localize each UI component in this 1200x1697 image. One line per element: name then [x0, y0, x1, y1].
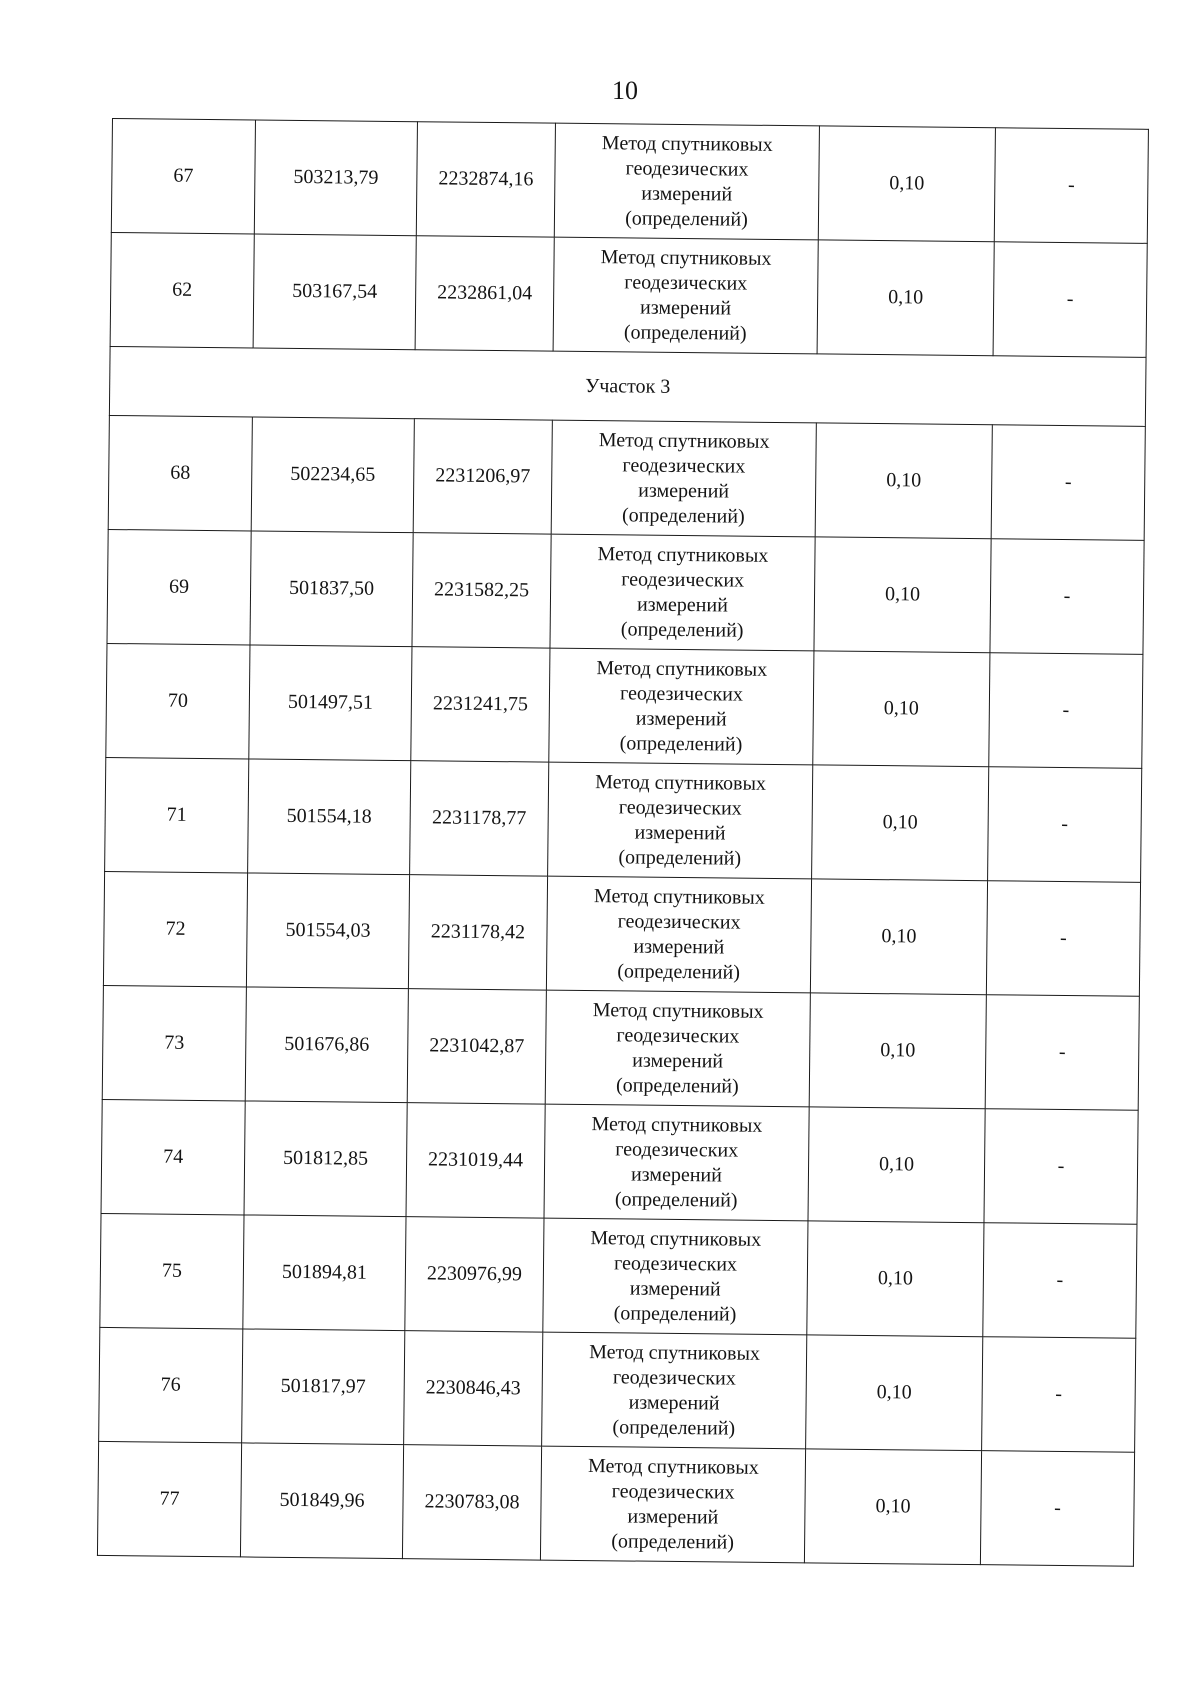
- description-cell: -: [983, 1223, 1137, 1339]
- method-text-line: геодезических: [613, 1251, 738, 1276]
- accuracy-cell: 0,10: [817, 240, 994, 356]
- method-text-line: геодезических: [624, 270, 748, 295]
- point-number-cell: 74: [101, 1099, 245, 1214]
- coordinate-y-cell: 2232861,04: [415, 236, 554, 351]
- coordinate-x-cell: 503213,79: [254, 120, 417, 236]
- coordinates-table-container: [97, 118, 1148, 1567]
- method-cell: [544, 1104, 809, 1221]
- point-number-cell: 69: [107, 529, 251, 644]
- method-cell: [546, 876, 811, 993]
- table-row: [102, 985, 1139, 1110]
- point-number-cell: 68: [108, 415, 252, 530]
- method-text-line: измерений: [627, 1504, 719, 1528]
- coordinate-x-cell: 501554,03: [246, 873, 409, 989]
- description-cell: -: [985, 995, 1139, 1111]
- coordinate-y-cell: 2231206,97: [413, 419, 552, 534]
- method-cell: [550, 534, 815, 651]
- coordinate-x-cell: 501894,81: [243, 1215, 406, 1331]
- method-cell: [553, 237, 818, 354]
- method-cell: [554, 123, 819, 240]
- coordinate-x-cell: 501849,96: [240, 1443, 403, 1559]
- method-cell: [543, 1218, 808, 1335]
- accuracy-cell: 0,10: [809, 993, 986, 1109]
- method-text-line: геодезических: [619, 681, 744, 706]
- table-row: [111, 119, 1148, 244]
- table-row: [110, 232, 1147, 357]
- method-text-line: (определений): [620, 617, 744, 642]
- point-number-cell: 75: [100, 1213, 244, 1328]
- method-text-line: измерений: [634, 821, 726, 844]
- accuracy-cell: 0,10: [818, 126, 995, 242]
- accuracy-cell: 0,10: [813, 651, 990, 767]
- method-text-line: измерений: [640, 296, 732, 319]
- method-text-line: геодезических: [617, 909, 741, 934]
- method-text-line: (определений): [611, 1529, 735, 1554]
- table-row: [107, 529, 1144, 654]
- table-row: [106, 643, 1143, 768]
- table-row: [97, 1441, 1134, 1566]
- coordinate-y-cell: 2230783,08: [402, 1445, 541, 1560]
- method-cell: [548, 762, 813, 879]
- method-text-line: измерений: [630, 1162, 723, 1186]
- method-text-line: Метод спутниковых: [598, 428, 770, 453]
- description-cell: -: [980, 1451, 1134, 1567]
- method-text-line: Метод спутниковых: [596, 656, 768, 681]
- method-text-line: (определений): [613, 1301, 737, 1326]
- table-row: [108, 415, 1145, 540]
- table-row: [99, 1327, 1136, 1452]
- coordinate-y-cell: 2231178,77: [410, 761, 549, 876]
- method-cell: [551, 420, 816, 537]
- table-row: [101, 1099, 1138, 1224]
- method-cell: [540, 1446, 805, 1563]
- method-text-line: геодезических: [618, 795, 742, 820]
- point-number-cell: 72: [103, 871, 247, 986]
- method-text-line: (определений): [619, 731, 743, 756]
- point-number-cell: 62: [110, 232, 254, 347]
- method-text-line: измерений: [628, 1390, 720, 1414]
- point-number-cell: 77: [97, 1441, 241, 1556]
- method-text-line: Метод спутниковых: [589, 1340, 761, 1365]
- method-cell: [545, 990, 810, 1107]
- table-row: [100, 1213, 1137, 1338]
- coordinate-x-cell: 501812,85: [244, 1101, 407, 1217]
- coordinate-x-cell: 501676,86: [245, 987, 408, 1103]
- method-text-line: геодезических: [611, 1479, 735, 1504]
- method-text-line: Метод спутниковых: [593, 884, 765, 909]
- method-cell: [542, 1332, 807, 1449]
- method-text-line: Метод спутниковых: [587, 1454, 759, 1479]
- method-text-line: геодезических: [612, 1365, 736, 1390]
- accuracy-cell: 0,10: [806, 1335, 983, 1451]
- accuracy-cell: 0,10: [815, 423, 992, 539]
- method-text-line: геодезических: [615, 1137, 739, 1162]
- method-text-line: измерений: [633, 935, 725, 958]
- method-text-line: измерений: [641, 182, 733, 205]
- method-text-line: измерений: [636, 593, 728, 616]
- description-cell: -: [994, 128, 1148, 244]
- table-row: [105, 757, 1142, 882]
- method-text-line: геодезических: [622, 453, 746, 478]
- method-text-line: (определений): [621, 503, 745, 528]
- method-text-line: измерений: [632, 1049, 724, 1072]
- point-number-cell: 67: [111, 119, 255, 234]
- description-cell: -: [991, 425, 1145, 541]
- method-text-line: измерений: [629, 1276, 721, 1300]
- page-number: 10: [612, 76, 638, 105]
- accuracy-cell: 0,10: [810, 879, 987, 995]
- method-text-line: Метод спутниковых: [592, 998, 764, 1023]
- coordinate-x-cell: 501554,18: [248, 759, 411, 875]
- method-text-line: (определений): [615, 1073, 739, 1098]
- coordinate-y-cell: 2231582,25: [412, 533, 551, 648]
- accuracy-cell: 0,10: [812, 765, 989, 881]
- method-text-line: Метод спутниковых: [600, 245, 772, 270]
- coordinate-y-cell: 2230846,43: [404, 1331, 543, 1446]
- method-text-line: (определений): [612, 1415, 736, 1440]
- table-row: [103, 871, 1140, 996]
- coordinates-table-body: [97, 119, 1148, 1567]
- method-text-line: (определений): [614, 1187, 738, 1212]
- method-text-line: Метод спутниковых: [597, 542, 769, 567]
- point-number-cell: 73: [102, 985, 246, 1100]
- accuracy-cell: 0,10: [814, 537, 991, 653]
- method-cell: [549, 648, 814, 765]
- coordinate-x-cell: 501497,51: [249, 645, 412, 761]
- method-text-line: геодезических: [616, 1023, 740, 1048]
- description-cell: -: [984, 1109, 1138, 1225]
- description-cell: -: [988, 767, 1142, 883]
- description-cell: -: [989, 653, 1143, 769]
- coordinate-x-cell: 503167,54: [253, 234, 416, 350]
- method-text-line: Метод спутниковых: [601, 131, 773, 156]
- method-text-line: (определений): [618, 845, 742, 870]
- description-cell: -: [990, 539, 1144, 655]
- method-text-line: Метод спутниковых: [590, 1226, 762, 1251]
- accuracy-cell: 0,10: [808, 1107, 985, 1223]
- method-text-line: измерений: [635, 707, 727, 730]
- method-text-line: (определений): [623, 320, 747, 345]
- method-text-line: геодезических: [621, 567, 745, 592]
- coordinate-y-cell: 2231178,42: [408, 875, 547, 990]
- coordinate-x-cell: 501817,97: [242, 1329, 405, 1445]
- coordinates-table: [97, 118, 1149, 1567]
- accuracy-cell: 0,10: [804, 1449, 981, 1565]
- description-cell: -: [982, 1337, 1136, 1453]
- point-number-cell: 70: [106, 643, 250, 758]
- point-number-cell: 71: [105, 757, 249, 872]
- coordinate-x-cell: 502234,65: [251, 417, 414, 533]
- coordinate-y-cell: 2230976,99: [405, 1217, 544, 1332]
- point-number-cell: 76: [99, 1327, 243, 1442]
- method-text-line: Метод спутниковых: [591, 1112, 763, 1137]
- coordinate-y-cell: 2232874,16: [416, 122, 555, 237]
- description-cell: -: [986, 881, 1140, 997]
- method-text-line: измерений: [638, 479, 730, 502]
- method-text-line: (определений): [617, 959, 741, 984]
- coordinate-y-cell: 2231019,44: [406, 1103, 545, 1218]
- method-text-line: Метод спутниковых: [595, 770, 767, 795]
- method-text-line: геодезических: [625, 156, 749, 181]
- accuracy-cell: 0,10: [807, 1221, 984, 1337]
- section-row: [109, 346, 1146, 426]
- coordinate-y-cell: 2231042,87: [407, 989, 546, 1104]
- description-cell: -: [993, 242, 1147, 358]
- coordinate-x-cell: 501837,50: [250, 531, 413, 647]
- section-title: Участок 3: [109, 346, 1146, 426]
- coordinate-y-cell: 2231241,75: [411, 647, 550, 762]
- method-text-line: (определений): [625, 206, 748, 231]
